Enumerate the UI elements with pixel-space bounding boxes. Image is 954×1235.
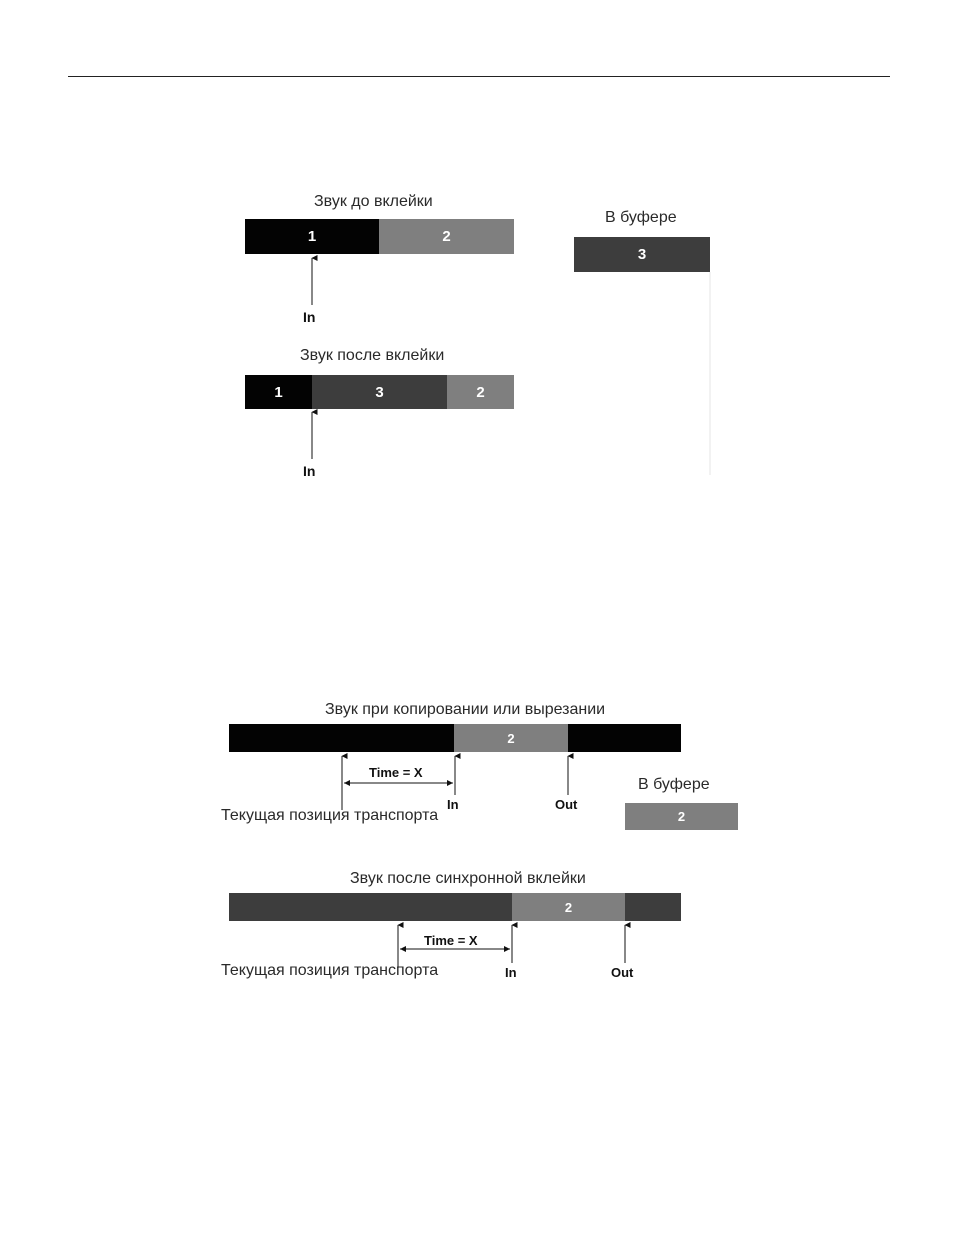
sync-caption: Звук после синхронной вклейки bbox=[350, 870, 586, 887]
buffer-caption: В буфере bbox=[605, 209, 677, 226]
copy-time-label: Time = X bbox=[369, 765, 423, 780]
copy-buffer-caption: В буфере bbox=[638, 776, 710, 793]
buffer-segment-3: 3 bbox=[574, 237, 710, 272]
before-in-label: In bbox=[303, 309, 316, 325]
sync-time-label: Time = X bbox=[424, 933, 478, 948]
copy-in-label: In bbox=[447, 797, 459, 812]
after-caption: Звук после вклейки bbox=[300, 347, 445, 364]
copy-caption: Звук при копировании или вырезании bbox=[325, 701, 606, 718]
after-segment-2: 2 bbox=[447, 375, 514, 409]
copy-transport-label: Текущая позиция транспорта bbox=[221, 807, 439, 824]
after-segment-3: 3 bbox=[312, 375, 447, 409]
before-segment-2: 2 bbox=[379, 219, 514, 254]
sync-segment-2: 2 bbox=[512, 893, 625, 921]
sync-in-label: In bbox=[505, 965, 517, 980]
before-caption: Звук до вклейки bbox=[314, 193, 433, 210]
after-segment-1: 1 bbox=[245, 375, 312, 409]
copy-segment-2: 2 bbox=[454, 724, 568, 752]
sync-out-label: Out bbox=[611, 965, 634, 980]
copy-out-label: Out bbox=[555, 797, 578, 812]
after-in-label: In bbox=[303, 463, 316, 479]
sync-transport-label: Текущая позиция транспорта bbox=[221, 962, 439, 979]
before-segment-1: 1 bbox=[245, 219, 379, 254]
copy-buffer-segment-2: 2 bbox=[625, 803, 738, 830]
